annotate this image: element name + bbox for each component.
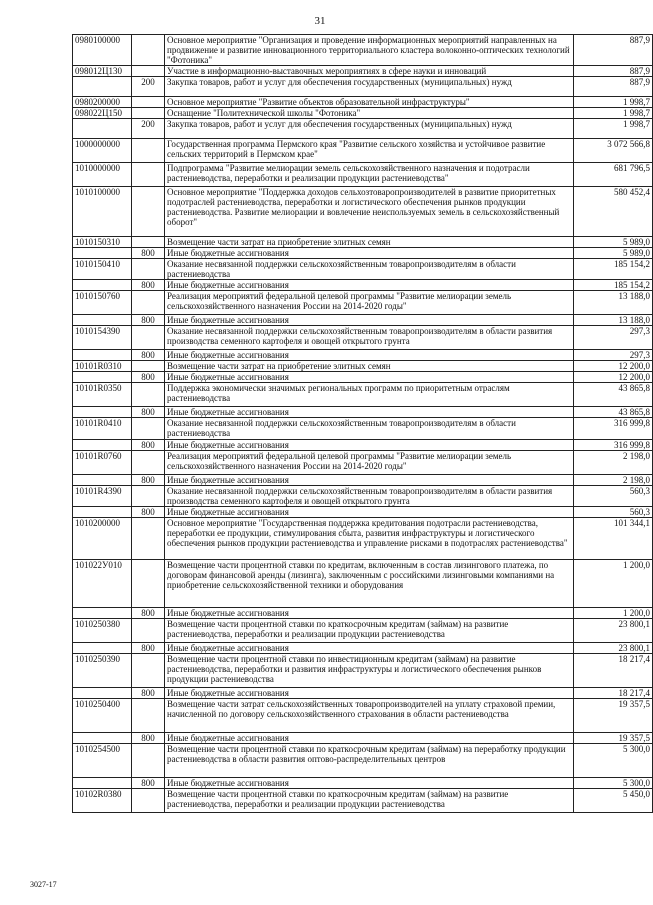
table-row (73, 518, 653, 560)
table-row (73, 643, 653, 654)
row-sum: 5 989,0 (574, 237, 653, 248)
table-row (73, 560, 653, 608)
row-sum: 2 198,0 (574, 475, 653, 486)
row-sum: 19 357,5 (574, 699, 653, 733)
row-expense-type (132, 66, 165, 77)
row-sum: 19 357,5 (574, 733, 653, 744)
row-name: Иные бюджетные ассигнования (165, 778, 574, 789)
row-name: Закупка товаров, работ и услуг для обеспечения государственных (муниципальных) нужд (165, 119, 574, 139)
row-code: 1010254500 (73, 744, 132, 778)
row-sum: 5 300,0 (574, 744, 653, 778)
row-code: 101022У010 (73, 560, 132, 608)
row-name: Иные бюджетные ассигнования (165, 350, 574, 361)
row-sum: 297,3 (574, 326, 653, 350)
row-sum: 12 200,0 (574, 361, 653, 372)
row-name: Иные бюджетные ассигнования (165, 688, 574, 699)
row-name: Основное мероприятие "Организация и проведение информационных мероприятий направленных на продвижение и развитие инновационного территориального кластера волоконно-оптических технологий "Фотоника" (165, 35, 574, 66)
row-expense-type: 800 (132, 507, 165, 518)
table-row (73, 259, 653, 280)
row-expense-type: 800 (132, 475, 165, 486)
row-sum: 5 300,0 (574, 778, 653, 789)
row-code: 1010100000 (73, 187, 132, 237)
row-expense-type (132, 560, 165, 608)
row-code (73, 77, 132, 97)
row-sum: 18 217,4 (574, 688, 653, 699)
row-expense-type (132, 35, 165, 66)
table-row (73, 291, 653, 315)
row-name: Основное мероприятие "Развитие объектов образовательной инфраструктуры" (165, 97, 574, 108)
row-name: Основное мероприятие "Государственная поддержка кредитования подотрасли растениеводства, переработки ее продукции, стимулирования сбыта, развития инфраструктуры и логистического обеспечения рынков продукции растениеводства и управление рисками в подотраслях растениеводства" (165, 518, 574, 560)
row-code: 1010200000 (73, 518, 132, 560)
table-row (73, 688, 653, 699)
row-sum: 13 188,0 (574, 291, 653, 315)
row-code: 098022Ц150 (73, 108, 132, 119)
row-sum: 43 865,8 (574, 407, 653, 418)
row-expense-type (132, 237, 165, 248)
row-code: 10101R4390 (73, 486, 132, 507)
row-name: Участие в информационно-выставочных мероприятиях в сфере науки и инноваций (165, 66, 574, 77)
row-expense-type: 800 (132, 440, 165, 451)
table-row (73, 699, 653, 733)
row-name: Возмещение части процентной ставки по краткосрочным кредитам (займам) на развитие растениеводства, переработки и реализации продукции растениеводства (165, 789, 574, 813)
row-code (73, 280, 132, 291)
row-sum: 887,9 (574, 35, 653, 66)
row-code: 098012Ц130 (73, 66, 132, 77)
table-row (73, 361, 653, 372)
row-name: Подпрограмма "Развитие мелиорации земель сельскохозяйственного назначения и подотрасли растениеводства, переработки и реализации продукции растениеводства" (165, 163, 574, 187)
row-expense-type (132, 744, 165, 778)
row-sum: 5 989,0 (574, 248, 653, 259)
row-expense-type (132, 163, 165, 187)
row-code: 1010150310 (73, 237, 132, 248)
row-code (73, 475, 132, 486)
table-row (73, 733, 653, 744)
row-name: Иные бюджетные ассигнования (165, 507, 574, 518)
row-code (73, 407, 132, 418)
row-sum: 2 198,0 (574, 451, 653, 475)
row-code (73, 119, 132, 139)
row-sum: 887,9 (574, 77, 653, 97)
row-sum: 3 072 566,8 (574, 139, 653, 163)
table-row (73, 654, 653, 688)
row-name: Оказание несвязанной поддержки сельскохозяйственным товаропроизводителям в области развития производства семенного картофеля и овощей открытого грунта (165, 486, 574, 507)
table-row (73, 108, 653, 119)
row-code: 1010250380 (73, 619, 132, 643)
row-code: 1000000000 (73, 139, 132, 163)
row-sum: 1 998,7 (574, 97, 653, 108)
row-expense-type (132, 418, 165, 440)
table-row (73, 139, 653, 163)
row-expense-type (132, 187, 165, 237)
row-sum: 23 800,1 (574, 643, 653, 654)
table-row (73, 119, 653, 139)
row-expense-type (132, 291, 165, 315)
row-name: Иные бюджетные ассигнования (165, 643, 574, 654)
row-code (73, 608, 132, 619)
row-name: Иные бюджетные ассигнования (165, 280, 574, 291)
row-code: 10101R0350 (73, 383, 132, 407)
row-code (73, 688, 132, 699)
row-code (73, 507, 132, 518)
row-sum: 18 217,4 (574, 654, 653, 688)
row-sum: 580 452,4 (574, 187, 653, 237)
table-row (73, 619, 653, 643)
row-sum: 560,3 (574, 507, 653, 518)
row-name: Иные бюджетные ассигнования (165, 440, 574, 451)
row-expense-type (132, 486, 165, 507)
row-expense-type (132, 699, 165, 733)
row-sum: 43 865,8 (574, 383, 653, 407)
row-expense-type (132, 97, 165, 108)
row-name: Возмещение части процентной ставки по кредитам, включенным в состав лизингового платежа, по договорам финансовой аренды (лизинга), заключенным с российскими лизинговыми компаниями на приобретение сельскохозяйственной техники и оборудования (165, 560, 574, 608)
table-row (73, 789, 653, 813)
row-name: Возмещение части процентной ставки по инвестиционным кредитам (займам) на развитие растениеводства, переработки и развития инфраструктуры и логистического обеспечения рынков продукции растениеводства (165, 654, 574, 688)
row-code: 10101R0310 (73, 361, 132, 372)
row-name: Государственная программа Пермского края "Развитие сельского хозяйства и устойчивое развитие сельских территорий в Пермском крае" (165, 139, 574, 163)
table-row (73, 451, 653, 475)
row-code: 10101R0760 (73, 451, 132, 475)
row-code (73, 248, 132, 259)
row-expense-type: 800 (132, 315, 165, 326)
row-sum: 1 200,0 (574, 608, 653, 619)
page-number: 31 (314, 15, 326, 27)
table-row (73, 350, 653, 361)
row-name: Возмещение части процентной ставки по краткосрочным кредитам (займам) на переработку продукции растениеводства в области развития оптово-распределительных центров (165, 744, 574, 778)
row-name: Закупка товаров, работ и услуг для обеспечения государственных (муниципальных) нужд (165, 77, 574, 97)
row-name: Оказание несвязанной поддержки сельскохозяйственным товаропроизводителям в области растениеводства (165, 259, 574, 280)
table-row (73, 507, 653, 518)
table-row (73, 187, 653, 237)
row-expense-type (132, 326, 165, 350)
row-name: Иные бюджетные ассигнования (165, 608, 574, 619)
table-row (73, 372, 653, 383)
row-sum: 101 344,1 (574, 518, 653, 560)
row-name: Оказание несвязанной поддержки сельскохозяйственным товаропроизводителям в области растениеводства (165, 418, 574, 440)
row-sum: 560,3 (574, 486, 653, 507)
row-code: 1010150760 (73, 291, 132, 315)
row-code (73, 315, 132, 326)
row-sum: 887,9 (574, 66, 653, 77)
footer-code: 3027-17 (30, 880, 57, 889)
row-name: Оснащение "Политехнической школы "Фотоника" (165, 108, 574, 119)
row-sum: 681 796,5 (574, 163, 653, 187)
table-row (73, 440, 653, 451)
row-name: Основное мероприятие "Поддержка доходов сельхозтоваропроизводителей в развитие приоритетных подотраслей растениеводства, переработки и логистического обеспечения рынков продукции растениеводства. Развитие мелиорации и вовлечение неиспользуемых земель в сельскохозяйственный оборот" (165, 187, 574, 237)
row-sum: 13 188,0 (574, 315, 653, 326)
table-row (73, 237, 653, 248)
table-row (73, 608, 653, 619)
table-row (73, 248, 653, 259)
table-row (73, 315, 653, 326)
row-expense-type (132, 789, 165, 813)
row-code: 1010250400 (73, 699, 132, 733)
row-sum: 1 998,7 (574, 108, 653, 119)
row-sum: 185 154,2 (574, 280, 653, 291)
row-expense-type: 800 (132, 248, 165, 259)
row-code: 1010250390 (73, 654, 132, 688)
row-name: Возмещение части затрат сельскохозяйственных товаропроизводителей на уплату страховой премии, начисленной по договору сельскохозяйственного страхования в области растениеводства (165, 699, 574, 733)
row-expense-type: 800 (132, 407, 165, 418)
table-row (73, 418, 653, 440)
row-name: Иные бюджетные ассигнования (165, 407, 574, 418)
table-row (73, 163, 653, 187)
table-row (73, 326, 653, 350)
row-expense-type: 800 (132, 688, 165, 699)
table-row (73, 97, 653, 108)
row-sum: 185 154,2 (574, 259, 653, 280)
table-row (73, 407, 653, 418)
row-sum: 297,3 (574, 350, 653, 361)
row-code: 10102R0380 (73, 789, 132, 813)
row-name: Поддержка экономически значимых региональных программ по приоритетным отраслям растениеводства (165, 383, 574, 407)
table-row (73, 280, 653, 291)
row-expense-type (132, 361, 165, 372)
row-code (73, 350, 132, 361)
budget-table (72, 34, 653, 813)
table-row (73, 486, 653, 507)
row-code (73, 372, 132, 383)
row-expense-type: 800 (132, 350, 165, 361)
row-expense-type (132, 259, 165, 280)
row-expense-type: 800 (132, 608, 165, 619)
row-code (73, 778, 132, 789)
row-code (73, 643, 132, 654)
row-expense-type: 800 (132, 372, 165, 383)
row-expense-type (132, 383, 165, 407)
row-code: 0980100000 (73, 35, 132, 66)
row-expense-type (132, 451, 165, 475)
row-name: Возмещение части затрат на приобретение элитных семян (165, 237, 574, 248)
row-expense-type: 200 (132, 77, 165, 97)
row-code: 10101R0410 (73, 418, 132, 440)
row-sum: 1 998,7 (574, 119, 653, 139)
row-expense-type: 800 (132, 643, 165, 654)
row-code (73, 440, 132, 451)
row-sum: 1 200,0 (574, 560, 653, 608)
row-sum: 12 200,0 (574, 372, 653, 383)
table-row (73, 778, 653, 789)
table-row (73, 77, 653, 97)
table-row (73, 35, 653, 66)
table-row (73, 475, 653, 486)
row-name: Возмещение части затрат на приобретение элитных семян (165, 361, 574, 372)
row-name: Реализация мероприятий федеральной целевой программы "Развитие мелиорации земель сельскохозяйственного назначения России на 2014-2020 годы" (165, 451, 574, 475)
row-sum: 316 999,8 (574, 440, 653, 451)
row-expense-type: 800 (132, 778, 165, 789)
table-row (73, 744, 653, 778)
row-name: Иные бюджетные ассигнования (165, 475, 574, 486)
row-expense-type (132, 518, 165, 560)
row-sum: 5 450,0 (574, 789, 653, 813)
row-name: Иные бюджетные ассигнования (165, 248, 574, 259)
row-code: 1010154390 (73, 326, 132, 350)
table-row (73, 383, 653, 407)
row-expense-type (132, 108, 165, 119)
row-expense-type: 800 (132, 733, 165, 744)
row-sum: 316 999,8 (574, 418, 653, 440)
table-row (73, 66, 653, 77)
row-name: Оказание несвязанной поддержки сельскохозяйственным товаропроизводителям в области развития производства семенного картофеля и овощей открытого грунта (165, 326, 574, 350)
row-expense-type (132, 654, 165, 688)
row-sum: 23 800,1 (574, 619, 653, 643)
row-name: Иные бюджетные ассигнования (165, 733, 574, 744)
row-name: Реализация мероприятий федеральной целевой программы "Развитие мелиорации земель сельскохозяйственного назначения России на 2014-2020 годы" (165, 291, 574, 315)
row-code: 1010150410 (73, 259, 132, 280)
row-expense-type: 800 (132, 280, 165, 291)
row-code: 1010000000 (73, 163, 132, 187)
row-name: Иные бюджетные ассигнования (165, 372, 574, 383)
row-expense-type: 200 (132, 119, 165, 139)
row-expense-type (132, 139, 165, 163)
row-code (73, 733, 132, 744)
row-name: Иные бюджетные ассигнования (165, 315, 574, 326)
row-name: Возмещение части процентной ставки по краткосрочным кредитам (займам) на развитие растениеводства, переработки и реализации продукции растениеводства (165, 619, 574, 643)
row-code: 0980200000 (73, 97, 132, 108)
row-expense-type (132, 619, 165, 643)
